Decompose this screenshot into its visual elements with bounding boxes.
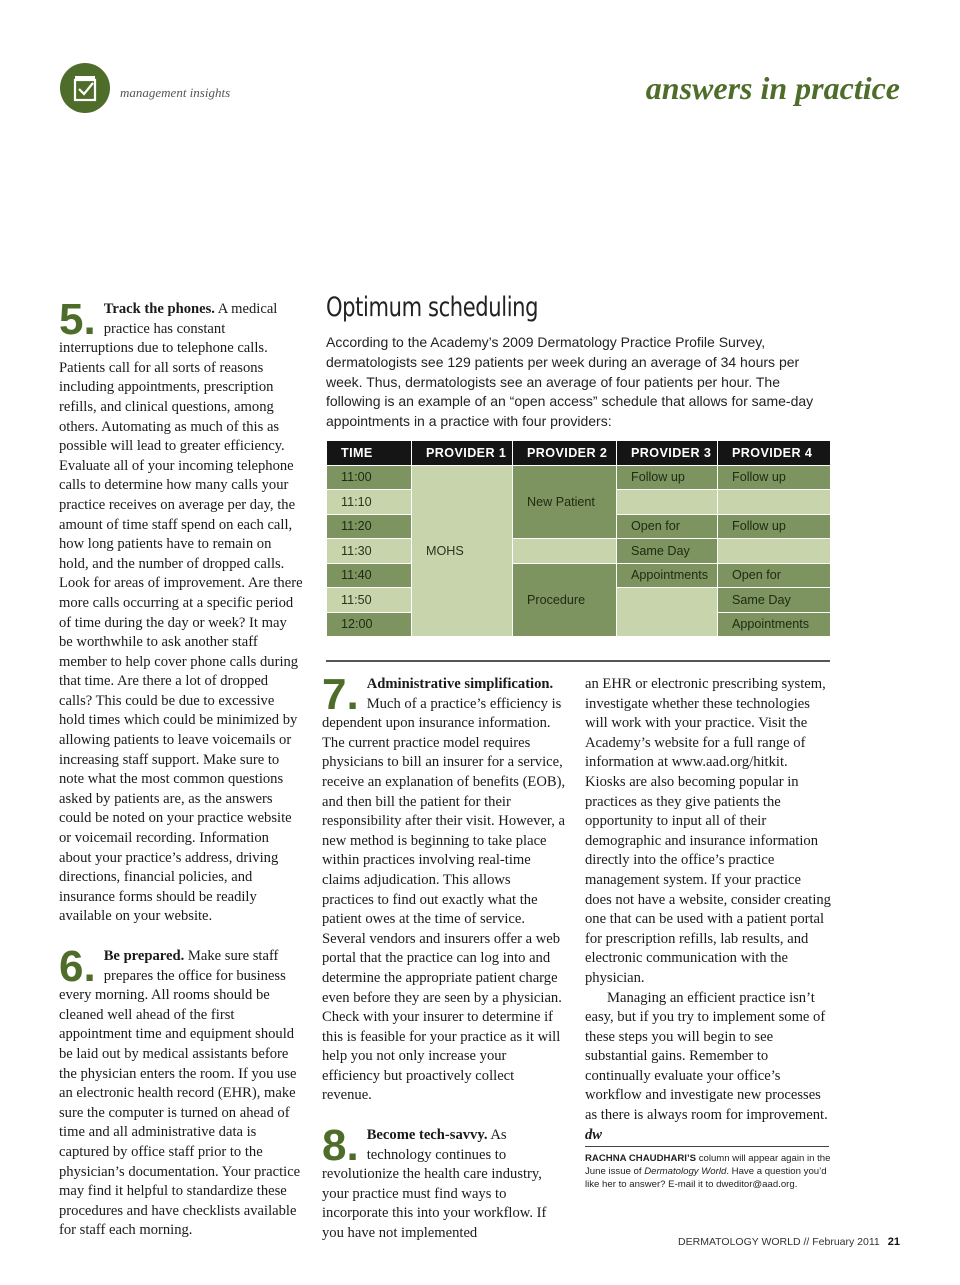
time-cell: 11:30 <box>327 539 412 564</box>
page-footer <box>678 1236 900 1248</box>
schedule-table <box>326 440 831 637</box>
item-7-lead: Administrative simplification. <box>366 676 554 692</box>
col3-paragraph-1: an EHR or electronic prescribing system, investigate whether these technologies will work with your practice. Visit the Academy’s website for a full range of information at www.aad.org/hitkit. Kiosks are also becoming popular in practices as they give patients the opportunity to input all of their demographic and insurance information directly into the office’s practice management system. If your practice does not have a website, consider creating one that can be used with a patient portal for prescription refills, lab results, and electronic communication with the physician. <box>585 676 831 986</box>
provider-3-same-day: Same Day <box>617 539 718 564</box>
credits-text-1: column will appear again in the June issue of <box>585 1153 831 1177</box>
provider-4-empty <box>718 490 831 515</box>
column-right <box>585 675 831 1145</box>
item-6 <box>59 942 303 1241</box>
sidebar-divider <box>326 660 830 662</box>
item-6-text: Make sure staff prepares the office for business every morning. All rooms should be cleaned well ahead of the first appointment time and equipment should be laid out by medical assistants before the physician enters the room. If you use an electronic health record (EHR), make sure the computer is turned on ahead of time and all administrative data is captured by office staff prior to the physician’s documentation. Your practice may find it helpful to standardize these procedures and have checklists available for staff each morning. <box>59 948 301 1239</box>
footer-publication: DERMATOLOGY WORLD // February 2011 <box>678 1236 880 1248</box>
header-provider-1: PROVIDER 1 <box>412 441 513 466</box>
item-8 <box>322 1121 566 1244</box>
item-5-text: A medical practice has constant interruptions due to telephone calls. Patients call for all sorts of reasons including appointments, prescription refills, and clinical questions, among others. Automating as much of this as possible will lead to greater efficiency. Evaluate all of your incoming telephone calls to determine how many calls your practice receives on average per day, the amount of time staff spend on each call, how long patients have to remain on hold, and the number of dropped calls. Look for areas of improvement. Are there more calls occurring at a specific period of time during the day or week? It may be worthwhile to ask another staff member to help cover phone calls during that time. Are there a lot of dropped calls? This could be due to excessive hold times which could be minimized by allowing patients to leave voicemails or increasing staff support. Make sure to note what the most common questions asked by patients are, as the answers could be noted on your practice website or voicemail recording. Information about your practice’s address, driving directions, financial policies, and insurance forms should be readily available on your website. <box>59 301 303 925</box>
time-cell: 11:00 <box>327 465 412 490</box>
item-7-number: 7. <box>322 670 359 719</box>
time-cell: 12:00 <box>327 612 412 637</box>
item-8-text: As technology continues to revolutionize the health care industry, your practice must find ways to incorporate this into your workflow. If you have not implemented <box>322 1127 547 1242</box>
item-6-lead: Be prepared. <box>103 948 185 964</box>
time-cell: 11:50 <box>327 588 412 613</box>
checkbox-icon <box>72 74 98 102</box>
provider-4-appointments: Appointments <box>718 612 831 637</box>
section-label: management insights <box>120 85 231 100</box>
section-kicker: answers in practice <box>645 70 900 106</box>
provider-1-mohs: MOHS <box>412 465 513 637</box>
col3-paragraph-2-text: Managing an efficient practice isn’t easy, but if you try to implement some of these steps you will begin to see substantial gains. Remember to continually evaluate your office’s workflow and investigate new processes as there is always room for improvement. <box>585 989 828 1124</box>
provider-2-new-patient: New Patient <box>513 465 617 539</box>
provider-4-same-day: Same Day <box>718 588 831 613</box>
journal-name: Dermatology World <box>644 1166 727 1177</box>
provider-3-open-for: Open for <box>617 514 718 539</box>
item-7-text: Much of a practice’s efficiency is dependent upon insurance information. The current practice model requires physicians to bill an insurer for a service, receive an explanation of benefits (EOB), and then bill the patient for their responsibility after their visit. However, a new method is beginning to take place within practices involving real-time claims adjudication. This allows practices to find out exactly what the patient owes at the time of service. Several vendors and insurers offer a web portal that the practice can log into and determine the appropriate patient charge even before they are seen by a physician. Check with your insurer to determine if this is feasible for your practice as it will help you not only increase your efficiency but proactively collect revenue. <box>322 695 566 1104</box>
provider-2-empty <box>513 539 617 564</box>
credits-text-2: . Have a question you’d like her to answer? E-mail it to dweditor@aad.org. <box>585 1166 827 1190</box>
time-cell: 11:10 <box>327 490 412 515</box>
item-6-number: 6. <box>59 942 96 991</box>
header-provider-4: PROVIDER 4 <box>718 441 831 466</box>
item-8-number: 8. <box>322 1121 359 1171</box>
table-row <box>327 465 831 490</box>
provider-3-follow-up: Follow up <box>617 465 718 490</box>
item-8-lead: Become tech-savvy. <box>366 1127 488 1144</box>
author-credits <box>585 1152 831 1191</box>
author-name: RACHNA CHAUDHARI’S <box>585 1153 697 1164</box>
provider-4-follow-up: Follow up <box>718 465 831 490</box>
time-cell: 11:20 <box>327 514 412 539</box>
column-middle <box>322 670 566 1244</box>
provider-4-open-for: Open for <box>718 563 831 588</box>
provider-4-follow-up: Follow up <box>718 514 831 539</box>
end-mark: dw <box>585 1126 603 1143</box>
item-5-number: 5. <box>59 295 96 344</box>
provider-3-appointments: Appointments <box>617 563 718 588</box>
item-5 <box>59 295 303 927</box>
table-row <box>327 563 831 588</box>
header-time: TIME <box>327 441 412 466</box>
schedule-header-row <box>327 441 831 466</box>
section-logo <box>60 63 110 113</box>
provider-3-empty <box>617 490 718 515</box>
table-row <box>327 539 831 564</box>
column-left <box>59 295 303 1241</box>
sidebar-title: Optimum scheduling <box>326 292 539 323</box>
credits-divider <box>585 1146 829 1147</box>
provider-4-empty <box>718 539 831 564</box>
item-5-lead: Track the phones. <box>103 301 215 317</box>
provider-2-procedure: Procedure <box>513 563 617 637</box>
item-7 <box>322 670 566 1106</box>
page-number: 21 <box>887 1236 900 1248</box>
provider-3-empty <box>617 588 718 637</box>
sidebar-intro: According to the Academy’s 2009 Dermatology Practice Profile Survey, dermatologists see 129 patients per week during an average of 34 hours per week. Thus, dermatologists see an average of four patients per hour. The following is an example of an “open access” schedule that allows for same-day appointments in a practice with four providers: <box>326 334 814 430</box>
col3-paragraph-2 <box>585 989 831 1146</box>
time-cell: 11:40 <box>327 563 412 588</box>
header-provider-2: PROVIDER 2 <box>513 441 617 466</box>
header-provider-3: PROVIDER 3 <box>617 441 718 466</box>
